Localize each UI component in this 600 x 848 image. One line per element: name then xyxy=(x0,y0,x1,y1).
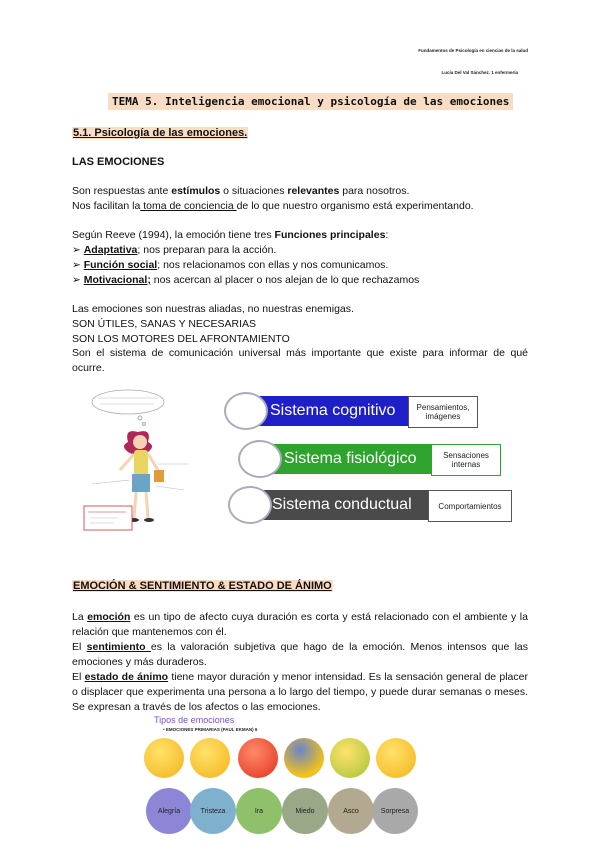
text: tiene mayor duración y menor intensidad. Es la sensación general de placer o displacer que experimenta una persona a lo largo del tiempo, y puede durar semanas o meses. Se expresan a través de los afectos o las emociones. xyxy=(72,671,528,713)
text: Nos facilitan la xyxy=(72,200,141,212)
crying-face-icon xyxy=(190,738,230,778)
system-label: Sistema cognitivo xyxy=(270,402,396,419)
system-label: Sistema fisiológico xyxy=(284,450,417,467)
text: para nosotros. xyxy=(339,185,410,197)
system-note: Sensaciones internas xyxy=(431,444,501,476)
woman-illustration xyxy=(78,384,218,534)
system-note: Comportamientos xyxy=(428,490,512,522)
function-desc: ; nos relacionamos con ellas y nos comunicamos. xyxy=(157,259,389,271)
function-item xyxy=(72,258,388,273)
text: de lo que nuestro organismo está experimentando. xyxy=(236,200,474,212)
happy-face-icon xyxy=(144,738,184,778)
emotion-circle xyxy=(146,788,192,834)
text: o situaciones xyxy=(220,185,288,197)
allies-line: Las emociones son nuestras aliadas, no nuestras enemigas. xyxy=(72,303,354,315)
nauseated-face-icon xyxy=(330,738,370,778)
circle-marker xyxy=(224,392,268,430)
feeling-paragraph xyxy=(72,640,528,670)
emotion-label: Asco xyxy=(343,807,359,815)
text: : xyxy=(385,229,389,241)
page-title: TEMA 5. Inteligencia emocional y psicología de las emociones xyxy=(108,93,513,110)
paragraph-line xyxy=(72,184,409,199)
angry-face-icon xyxy=(238,738,278,778)
emotion-paragraph xyxy=(72,610,528,640)
mood-paragraph xyxy=(72,670,528,715)
bullet-icon: ➢ xyxy=(72,274,84,286)
bold-text: sentimiento xyxy=(86,641,151,653)
emotion-circle xyxy=(328,788,374,834)
text: El xyxy=(72,641,87,653)
bullet-icon: ➢ xyxy=(72,259,84,271)
system-label: Sistema conductual xyxy=(272,496,412,513)
text: La xyxy=(72,611,88,623)
bold-text: estímulos xyxy=(171,185,221,197)
surprised-face-icon xyxy=(376,738,416,778)
bold-text: Funciones principales xyxy=(274,229,386,241)
section2-heading: EMOCIÓN & SENTIMIENTO & ESTADO DE ÁNIMO xyxy=(73,580,332,592)
system-bar-physiological xyxy=(262,444,438,474)
emotions-figure-subtitle: • EMOCIONES PRIMARIAS (PAUL EKMAN) 6 xyxy=(163,727,258,732)
function-item xyxy=(72,243,276,258)
function-name: Motivacional; xyxy=(83,274,151,286)
emotions-figure xyxy=(142,738,422,838)
useful-line: SON ÚTILES, SANAS Y NECESARIAS xyxy=(72,318,257,330)
circle-marker xyxy=(228,486,272,524)
emotion-label: Ira xyxy=(254,807,264,815)
bold-text: relevantes xyxy=(287,185,340,197)
text: es la valoración subjetiva que hago de la emoción. Menos intensos que las emociones y más duraderos. xyxy=(72,641,529,668)
bold-text: estado de ánimo xyxy=(84,671,169,683)
subheading: LAS EMOCIONES xyxy=(72,156,165,168)
function-name: Función social xyxy=(83,259,158,271)
bold-text: emoción xyxy=(87,611,131,623)
emotions-figure-title: Tipos de emociones xyxy=(154,715,235,725)
emotion-circle xyxy=(236,788,282,834)
system-bar-behavioral xyxy=(250,490,430,520)
fearful-face-icon xyxy=(284,738,324,778)
paragraph-line xyxy=(72,199,474,214)
section-heading: 5.1. Psicología de las emociones. xyxy=(73,127,248,139)
system-bar-cognitive xyxy=(248,396,408,426)
function-desc: ; nos preparan para la acción. xyxy=(137,244,277,256)
text: es un tipo de afecto cuya duración es corta y está relacionado con el ambiente y la relación que mantenemos con él. xyxy=(72,611,528,638)
text: Según Reeve (1994), la emoción tiene tres xyxy=(72,229,275,241)
emotion-label: Alegría xyxy=(157,807,181,815)
underlined-text: toma de conciencia xyxy=(140,200,237,212)
emotion-circle xyxy=(372,788,418,834)
motors-line: SON LOS MOTORES DEL AFRONTAMIENTO xyxy=(72,333,290,345)
emotion-circle xyxy=(282,788,328,834)
emotion-systems-diagram xyxy=(224,382,524,528)
function-name: Adaptativa xyxy=(83,244,138,256)
reeve-line xyxy=(72,228,388,243)
system-note: Pensamientos, imágenes xyxy=(408,396,478,428)
author-header: Lucía Del Val Sánchez. 1 enfermería xyxy=(441,70,518,75)
circle-marker xyxy=(238,440,282,478)
text: El xyxy=(72,671,85,683)
emotion-circle xyxy=(190,788,236,834)
emotion-label: Miedo xyxy=(295,807,315,815)
function-desc: nos acercan al placer o nos alejan de lo que rechazamos xyxy=(150,274,420,286)
system-line: Son el sistema de comunicación universal más importante que existe para informar de qué ocurre. xyxy=(72,347,528,374)
emotion-label: Sorpresa xyxy=(380,807,410,815)
text: Son respuestas ante xyxy=(72,185,172,197)
bullet-icon: ➢ xyxy=(72,244,84,256)
emotion-label: Tristeza xyxy=(200,807,226,815)
course-header: Fundamentos de Psicología en ciencias de la salud xyxy=(418,48,528,53)
function-item xyxy=(72,273,419,288)
